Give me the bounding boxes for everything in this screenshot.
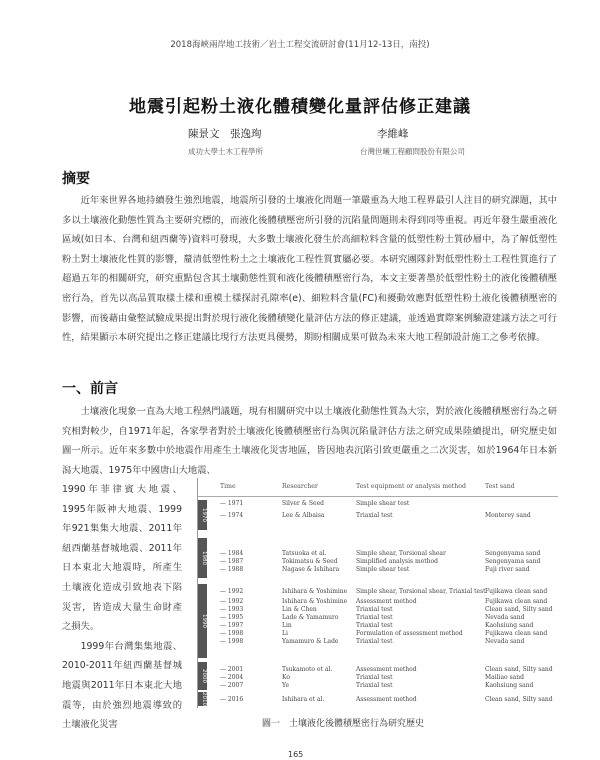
figure-cell-year: — 1998 (220, 630, 244, 637)
intro-paragraph-left (62, 480, 182, 735)
figure-cell-method: Triaxial test (356, 682, 393, 689)
figure-cell-year: — 1987 (220, 558, 244, 565)
figure-caption: 圖一 土壤液化後體積壓密行為研究歷史 (262, 719, 425, 729)
figure-cell-year: — 1971 (220, 500, 244, 507)
figure-cell-sand: Sengenyama sand (485, 558, 541, 565)
figure-cell-researcher: Ko (282, 674, 290, 681)
figure-cell-researcher: Lin (282, 622, 292, 629)
figure-cell-sand: Sengenyama sand (485, 550, 541, 557)
figure-cell-sand: Monterey sand (485, 512, 531, 519)
abstract-heading: 摘要 (62, 171, 90, 187)
decade-2000: 2000 (198, 662, 207, 690)
figure-cell-method: Triaxial test (356, 638, 393, 645)
figure-cell-researcher: Tsukamoto et al. (282, 666, 333, 673)
figure-row (198, 674, 558, 682)
abstract-body (62, 191, 557, 348)
figure-cell-sand: Nevada sand (485, 638, 525, 645)
abstract-text: 近年來世界各地持續發生強烈地震，地震所引發的土壤液化問題一筆嚴重為大地工程界最引人注目的研究課題，其中多以土壤液化動態性質為主要研究標的，而液化後體積壓密所引發的沉陷量問題則未得到同等重視。再近年發生嚴重液化區域(如日本、台灣和紐西蘭等)資料可發現，大多數土壤液化發生於高細粒料含量的低塑性粉土質砂層中，為了解低塑性粉土對土壤液化性質的影響，釐清低塑性粉土之土壤液化工程性質實屬必要。本研究團隊針對低塑性粉土工程性質進行了超過五年的相關研究，研究重點包含其土壤動態性質和液化後體積壓密行為，本文主要著墨於低塑性粉土的液化後體積壓密行為，首先以高品質取樣土樣和重模土樣探討孔隙率(e)、細粒料含量(FC)和擾動效應對低塑性粉土液化後體積壓密的影響，而後藉由彙整試驗成果提出對於現行液化後體積變化量評估方法的修正建議，並透過實際案例驗證建議方法之可行性，結果顯示本研究提出之修正建議比現行方法更具優勢，期盼相關成果可做為未來大地工程師設計施工之參考依據。 (62, 195, 557, 344)
figure-cell-method: Triaxial test (356, 674, 393, 681)
paper-title: 地震引起粉土液化體積變化量評估修正建議 (129, 97, 471, 117)
figure-cell-sand: Clean sand, Silty sand (485, 606, 553, 613)
section-heading: 一、前言 (62, 381, 118, 397)
intro-text-top: 土壤液化現象一直為大地工程熱門議題，現有相關研究中以土壤液化動態性質為大宗，對於液化後體積壓密行為之研究相對較少，自1971年起，各家學者對於土壤液化後體積壓密行為與沉陷量評估方法之研究成果陸續提出，研究歷史如圖一所示。近年來多數中於地震作用產生土壤液化災害地區，皆因地表沉陷引致更嚴重之二次災害，如於1964年日本新潟大地震、1975年中國唐山大地震、 (62, 406, 557, 476)
intro-text-left-2: 1999年台灣集集地震、2010-2011年紐西蘭基督城地震與2011年日本東北大地震等，由於強烈地震導致的土壤液化災害 (62, 640, 182, 731)
figure-row (198, 622, 558, 630)
author-affiliation-2: 台灣世曦工程顧問股份有限公司 (360, 147, 465, 156)
decade-2010: 2010 (198, 692, 207, 706)
figure-cell-method: Triaxial test (356, 614, 393, 621)
figure-cell-year: — 2001 (220, 666, 244, 673)
figure-cell-researcher: Ye (282, 682, 289, 689)
figure-cell-researcher: Tokimatsu & Seed (282, 558, 338, 565)
figure-cell-method: Assessment method (356, 666, 417, 673)
figure-cell-method: Assessment method (356, 598, 417, 605)
figure-cell-researcher: Ishihara & Yoshimine (282, 588, 348, 595)
figure-cell-sand: Fujikawa clean sand (485, 630, 548, 637)
figure-col-sand: Test sand (485, 483, 515, 490)
figure-cell-sand: Kaohsiung sand (485, 622, 534, 629)
figure-cell-sand: Mailiao sand (485, 674, 524, 681)
figure-row (198, 666, 558, 674)
figure-row (198, 696, 558, 704)
figure-cell-researcher: Yamamuro & Lade (282, 638, 339, 645)
figure-header-row (198, 478, 558, 497)
figure-row (198, 550, 558, 558)
running-header: 2018海峽兩岸地工技術／岩土工程交流研討會(11月12-13日，南投) (170, 40, 430, 50)
figure-row (198, 598, 558, 606)
figure-cell-year: — 1984 (220, 550, 244, 557)
figure-row (198, 566, 558, 574)
figure-cell-method: Simple shear, Torsional shear, Triaxial test (356, 588, 486, 595)
figure-cell-method: Simple shear test (356, 566, 410, 573)
figure-cell-researcher: Ishihara et al. (282, 696, 325, 703)
figure-col-time: Time (220, 483, 236, 490)
figure-cell-sand: Kaohsiung sand (485, 682, 534, 689)
figure-cell-researcher: Nagase & Ishihara (282, 566, 340, 573)
figure-cell-sand: Clean sand, Silty sand (485, 696, 553, 703)
figure-cell-method: Assessment method (356, 696, 417, 703)
figure-row (198, 638, 558, 646)
figure-cell-researcher: Lade & Yamamuro (282, 614, 339, 621)
figure-cell-method: Simplified analysis method (356, 558, 438, 565)
figure-cell-sand: Fujikawa clean sand (485, 598, 548, 605)
figure-cell-researcher: Lin & Chen (282, 606, 317, 613)
figure-cell-method: Triaxial test (356, 606, 393, 613)
figure-row (198, 500, 558, 508)
intro-text-left: 1990年菲律賓大地震、1995年阪神大地震、1999年921集集大地震、2011年紐西蘭基督城地震、2011年日本東北大地震時，所產生土壤液化造成引致地表下陷災害，皆造成大量生命財產之損失。 (62, 484, 182, 633)
figure-cell-year: — 1998 (220, 638, 244, 645)
figure-cell-researcher: Tatsuoka et al. (282, 550, 327, 557)
figure-cell-method: Triaxial test (356, 512, 393, 519)
figure-cell-researcher: Lee & Albaisa (282, 512, 325, 519)
decade-1990: 1990 (198, 584, 207, 658)
figure-cell-sand: Clean sand, Silty sand (485, 666, 553, 673)
figure-cell-year: — 1997 (220, 622, 244, 629)
page-number: 165 (288, 750, 304, 759)
figure-row (198, 588, 558, 596)
figure-row (198, 682, 558, 690)
figure-col-method: Test equipment or analysis method (356, 483, 466, 490)
figure-cell-researcher: Li (282, 630, 288, 637)
figure-cell-method: Simple shear, Torsional shear (356, 550, 446, 557)
figure-cell-year: — 1992 (220, 588, 244, 595)
figure-row (198, 614, 558, 622)
intro-paragraph-top (62, 402, 557, 480)
figure-cell-year: — 1988 (220, 566, 244, 573)
figure-cell-year: — 1993 (220, 606, 244, 613)
figure-cell-researcher: Silver & Seed (282, 500, 324, 507)
figure-row (198, 512, 558, 520)
figure-cell-method: Formulation of assessment method (356, 630, 463, 637)
figure-cell-method: Simple shear test (356, 500, 410, 507)
figure-cell-sand: Fuji river sand (485, 566, 530, 573)
figure-timeline (197, 478, 558, 708)
figure-row (198, 630, 558, 638)
decade-1980: 1980 (198, 538, 207, 578)
figure-row (198, 606, 558, 614)
figure-cell-year: — 1992 (220, 598, 244, 605)
figure-cell-sand: Nevada sand (485, 614, 525, 621)
figure-cell-year: — 1974 (220, 512, 244, 519)
figure-cell-year: — 2004 (220, 674, 244, 681)
figure-cell-year: — 2016 (220, 696, 244, 703)
figure-cell-sand: Fujikawa clean sand (485, 588, 548, 595)
figure-cell-year: — 2007 (220, 682, 244, 689)
author-names-2: 李維峰 (377, 128, 409, 140)
decade-1970: 1970 (198, 500, 207, 530)
figure-cell-researcher: Ishihara & Yoshimine (282, 598, 348, 605)
author-affiliation-1: 成功大學土木工程學所 (188, 147, 263, 156)
author-names-1: 陳景文 張逸珣 (188, 128, 262, 140)
figure-cell-method: Triaxial test (356, 622, 393, 629)
figure-col-researcher: Researcher (282, 483, 318, 490)
figure-row (198, 558, 558, 566)
figure-cell-year: — 1995 (220, 614, 244, 621)
